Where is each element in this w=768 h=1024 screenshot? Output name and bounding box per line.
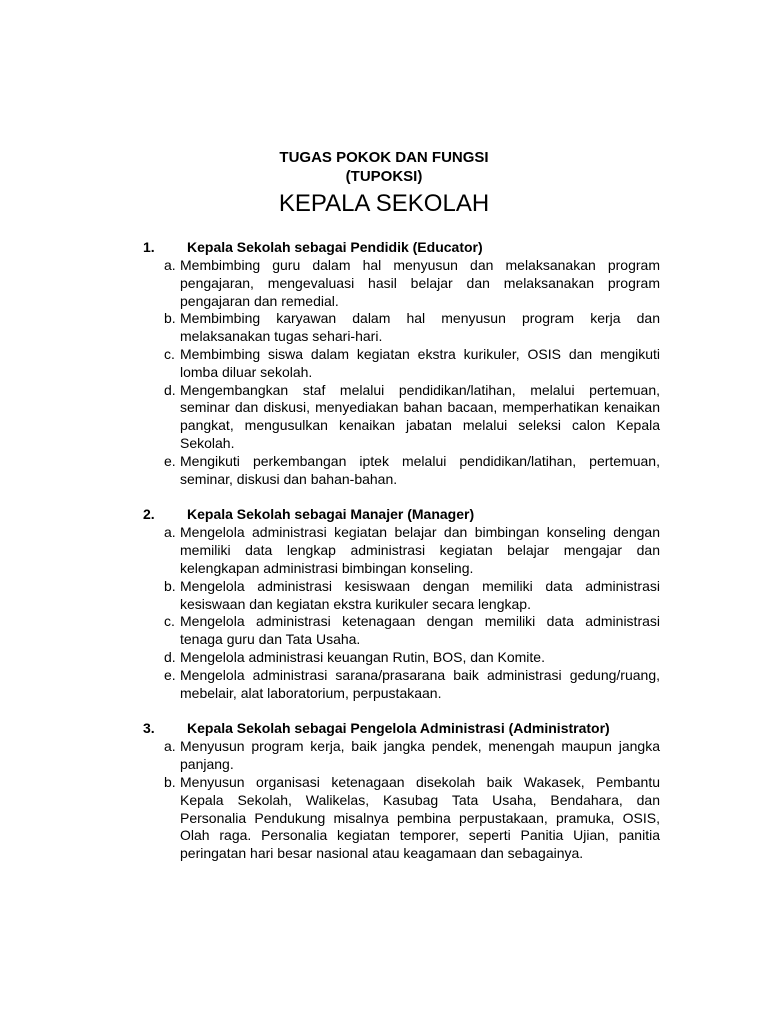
item-letter: c.	[164, 613, 175, 630]
item-text: Mengelola administrasi sarana/prasarana baik administrasi gedung/ruang, mebelair, alat laboratorium, perpustakaan.	[180, 666, 660, 701]
item-text: Mengembangkan staf melalui pendidikan/latihan, melalui pertemuan, seminar dan diskusi, menyediakan bahan bacaan, memperhatikan kenaikan pangkat, mengusulkan kenaikan jabatan melalui seleksi calon Kepala Sekolah.	[180, 381, 660, 451]
section-educator	[0, 238, 768, 488]
section-title: Kepala Sekolah sebagai Pengelola Administrasi (Administrator)	[187, 720, 610, 737]
item-text: Membimbing karyawan dalam hal menyusun program kerja dan melaksanakan tugas sehari-hari.	[180, 310, 660, 345]
item-text: Mengelola administrasi kesiswaan dengan memiliki data administrasi kesiswaan dan kegiatan ekstra kurikuler secara lengkap.	[180, 577, 660, 612]
list-item	[0, 453, 660, 489]
item-text: Menyusun program kerja, baik jangka pendek, menengah maupun jangka panjang.	[180, 738, 660, 773]
section-manager	[0, 505, 768, 702]
section-number: 2.	[143, 506, 155, 523]
doc-title-line1: TUGAS POKOK DAN FUNGSI	[279, 149, 489, 166]
item-letter: a.	[164, 738, 176, 755]
item-letter: b.	[164, 577, 176, 594]
list-item	[0, 578, 660, 614]
list-item	[0, 649, 660, 667]
sections-container	[0, 238, 768, 863]
list-item	[0, 667, 660, 703]
item-text: Mengikuti perkembangan iptek melalui pendidikan/latihan, pertemuan, seminar, diskusi dan bahan-bahan.	[180, 452, 660, 487]
item-text: Menyusun organisasi ketenagaan disekolah baik Wakasek, Pembantu Kepala Sekolah, Walikelas, Kasubag Tata Usaha, Bendahara, dan Personalia Pendukung misalnya pembina perpustakaan, pramuka, OSIS, Olah raga. Personalia kegiatan temporer, seperti Panitia Ujian, panitia peringatan hari besar nasional atau keagamaan dan sebagainya.	[180, 773, 660, 862]
section-heading	[0, 505, 768, 524]
item-letter: d.	[164, 648, 176, 665]
list-item	[0, 257, 660, 310]
section-number: 1.	[143, 239, 155, 255]
section-number: 3.	[143, 720, 155, 737]
section-heading	[0, 238, 768, 257]
item-text: Membimbing siswa dalam kegiatan ekstra kurikuler, OSIS dan mengikuti lomba diluar sekolah.	[180, 345, 660, 380]
list-item	[0, 382, 660, 453]
item-letter: d.	[164, 381, 176, 398]
list-item	[0, 524, 660, 577]
section-heading	[0, 719, 768, 738]
list-item	[0, 346, 660, 382]
item-text: Membimbing guru dalam hal menyusun dan melaksanakan program pengajaran, mengevaluasi hasil belajar dan melaksanakan program pengajaran dan remedial.	[180, 257, 660, 309]
list-item	[0, 310, 660, 346]
item-text: Mengelola administrasi kegiatan belajar dan bimbingan konseling dengan memiliki data lengkap administrasi kegiatan belajar mengajar dan kelengkapan administrasi bimbingan konseling.	[180, 524, 660, 576]
item-text: Mengelola administrasi keuangan Rutin, BOS, dan Komite.	[180, 648, 545, 665]
list-item	[0, 738, 660, 774]
list-item	[0, 774, 660, 863]
item-letter: e.	[164, 666, 176, 683]
item-letter: a.	[164, 524, 176, 541]
section-title: Kepala Sekolah sebagai Pendidik (Educator)	[187, 239, 483, 255]
section-item-list	[0, 738, 768, 863]
item-letter: a.	[164, 257, 176, 273]
item-letter: e.	[164, 452, 176, 469]
item-letter: b.	[164, 773, 176, 790]
doc-title-line2: (TUPOKSI)	[345, 168, 423, 185]
item-letter: b.	[164, 310, 176, 327]
item-letter: c.	[164, 345, 175, 362]
section-item-list	[0, 257, 768, 488]
list-item	[0, 613, 660, 649]
doc-main-title: KEPALA SEKOLAH	[278, 190, 490, 217]
item-text: Mengelola administrasi ketenagaan dengan memiliki data administrasi tenaga guru dan Tata Usaha.	[180, 613, 660, 648]
section-administrator	[0, 719, 768, 863]
section-item-list	[0, 524, 768, 702]
section-title: Kepala Sekolah sebagai Manajer (Manager)	[187, 506, 475, 523]
